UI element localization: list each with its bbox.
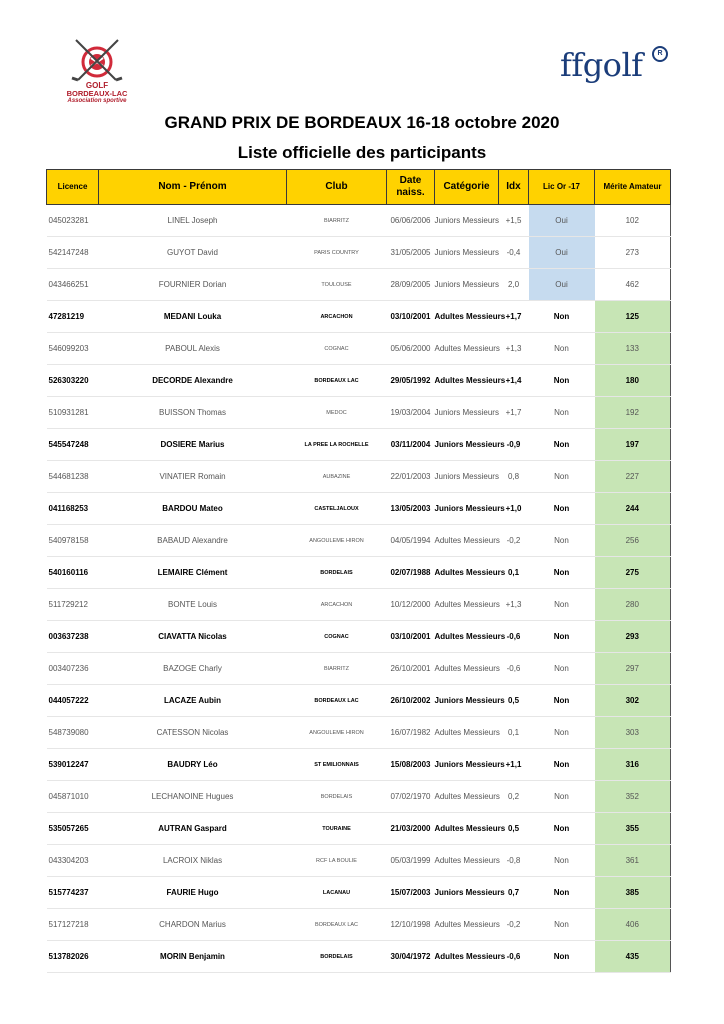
table-row: [47, 717, 671, 749]
cell-licor: Non: [529, 877, 595, 909]
page-title: GRAND PRIX DE BORDEAUX 16-18 octobre 2020: [164, 113, 560, 132]
cell-name: CHARDON Marius: [99, 909, 287, 941]
cell-licence: 513782026: [47, 941, 99, 973]
cell-licor: Non: [529, 685, 595, 717]
cell-merite: 361: [595, 845, 671, 877]
cell-merite: 133: [595, 333, 671, 365]
cell-date: 26/10/2001: [387, 653, 435, 685]
table-row: [47, 429, 671, 461]
cell-date: 05/03/1999: [387, 845, 435, 877]
cell-club: BIARRITZ: [287, 653, 387, 685]
cell-name: LACROIX Niklas: [99, 845, 287, 877]
cell-licor: Non: [529, 397, 595, 429]
cell-licence: 545547248: [47, 429, 99, 461]
table-row: [47, 333, 671, 365]
cell-name: MORIN Benjamin: [99, 941, 287, 973]
table-row: [47, 397, 671, 429]
cell-club: TOURAINE: [287, 813, 387, 845]
cell-club: COGNAC: [287, 333, 387, 365]
cell-merite: 192: [595, 397, 671, 429]
cell-date: 04/05/1994: [387, 525, 435, 557]
cell-name: BABAUD Alexandre: [99, 525, 287, 557]
ffgolf-wordmark: ffgolf: [560, 46, 643, 84]
logo-line-club: BORDEAUX-LAC: [66, 89, 128, 98]
cell-cat: Juniors Messieurs: [435, 461, 499, 493]
cell-licor: Oui: [529, 269, 595, 301]
cell-licor: Non: [529, 301, 595, 333]
cell-date: 19/03/2004: [387, 397, 435, 429]
cell-cat: Adultes Messieurs: [435, 557, 499, 589]
participants-table: [46, 169, 671, 973]
cell-club: TOULOUSE: [287, 269, 387, 301]
cell-idx: -0,6: [499, 653, 529, 685]
cell-licence: 544681238: [47, 461, 99, 493]
cell-licence: 041168253: [47, 493, 99, 525]
cell-merite: 385: [595, 877, 671, 909]
table-row: [47, 205, 671, 237]
cell-merite: 256: [595, 525, 671, 557]
cell-idx: +1,4: [499, 365, 529, 397]
cell-club: ARCACHON: [287, 301, 387, 333]
cell-merite: 273: [595, 237, 671, 269]
table-row: [47, 877, 671, 909]
cell-club: LACANAU: [287, 877, 387, 909]
page-subtitle: Liste officielle des participants: [237, 143, 487, 162]
cell-date: 28/09/2005: [387, 269, 435, 301]
column-header-merite: Mérite Amateur: [595, 170, 671, 205]
table-row: [47, 269, 671, 301]
cell-licence: 511729212: [47, 589, 99, 621]
cell-merite: 244: [595, 493, 671, 525]
cell-club: LA PREE LA ROCHELLE: [287, 429, 387, 461]
cell-idx: 0,1: [499, 557, 529, 589]
cell-licence: 003637238: [47, 621, 99, 653]
cell-club: ARCACHON: [287, 589, 387, 621]
table-header-row: [47, 170, 671, 205]
cell-licor: Non: [529, 717, 595, 749]
cell-name: PABOUL Alexis: [99, 333, 287, 365]
cell-licence: 540978158: [47, 525, 99, 557]
cell-name: FOURNIER Dorian: [99, 269, 287, 301]
table-row: [47, 653, 671, 685]
table-row: [47, 301, 671, 333]
cell-cat: Adultes Messieurs: [435, 653, 499, 685]
cell-merite: 297: [595, 653, 671, 685]
cell-date: 15/07/2003: [387, 877, 435, 909]
cell-merite: 275: [595, 557, 671, 589]
cell-licor: Non: [529, 557, 595, 589]
cell-date: 13/05/2003: [387, 493, 435, 525]
cell-idx: +1,0: [499, 493, 529, 525]
cell-club: MEDOC: [287, 397, 387, 429]
cell-date: 29/05/1992: [387, 365, 435, 397]
cell-name: LEMAIRE Clément: [99, 557, 287, 589]
cell-club: BORDEAUX LAC: [287, 909, 387, 941]
cell-date: 06/06/2006: [387, 205, 435, 237]
cell-date: 21/03/2000: [387, 813, 435, 845]
table-row: [47, 365, 671, 397]
table-row: [47, 493, 671, 525]
cell-idx: 0,8: [499, 461, 529, 493]
cell-name: DOSIERE Marius: [99, 429, 287, 461]
column-header-name: Nom - Prénom: [99, 170, 287, 205]
cell-licence: 043466251: [47, 269, 99, 301]
column-header-lic-or: Lic Or -17: [529, 170, 595, 205]
cell-cat: Adultes Messieurs: [435, 845, 499, 877]
cell-merite: 102: [595, 205, 671, 237]
cell-name: BONTE Louis: [99, 589, 287, 621]
cell-licor: Non: [529, 845, 595, 877]
cell-idx: +1,3: [499, 333, 529, 365]
cell-licence: 517127218: [47, 909, 99, 941]
cell-licor: Non: [529, 589, 595, 621]
logo-line-association: Association sportive: [67, 98, 127, 104]
cell-licor: Oui: [529, 205, 595, 237]
cell-licor: Non: [529, 813, 595, 845]
cell-licence: 045871010: [47, 781, 99, 813]
cell-cat: Adultes Messieurs: [435, 621, 499, 653]
table-row: [47, 813, 671, 845]
column-header-licence: Licence: [47, 170, 99, 205]
cell-name: GUYOT David: [99, 237, 287, 269]
cell-licor: Non: [529, 461, 595, 493]
cell-idx: 0,5: [499, 685, 529, 717]
cell-licor: Non: [529, 365, 595, 397]
cell-name: BAZOGE Charly: [99, 653, 287, 685]
cell-merite: 355: [595, 813, 671, 845]
cell-licence: 535057265: [47, 813, 99, 845]
cell-licor: Non: [529, 621, 595, 653]
cell-club: BORDELAIS: [287, 941, 387, 973]
cell-licence: 044057222: [47, 685, 99, 717]
cell-name: VINATIER Romain: [99, 461, 287, 493]
cell-licor: Non: [529, 941, 595, 973]
cell-licor: Non: [529, 525, 595, 557]
cell-merite: 406: [595, 909, 671, 941]
cell-licence: 542147248: [47, 237, 99, 269]
cell-idx: -0,4: [499, 237, 529, 269]
cell-idx: -0,6: [499, 941, 529, 973]
column-header-idx: Idx: [499, 170, 529, 205]
cell-club: BIARRITZ: [287, 205, 387, 237]
cell-licence: 546099203: [47, 333, 99, 365]
cell-name: LECHANOINE Hugues: [99, 781, 287, 813]
cell-idx: +1,7: [499, 397, 529, 429]
cell-licor: Non: [529, 749, 595, 781]
cell-idx: -0,8: [499, 845, 529, 877]
cell-cat: Adultes Messieurs: [435, 365, 499, 397]
cell-cat: Juniors Messieurs: [435, 205, 499, 237]
cell-date: 03/10/2001: [387, 621, 435, 653]
registered-mark-icon: R: [652, 46, 668, 62]
cell-idx: +1,3: [499, 589, 529, 621]
cell-cat: Juniors Messieurs: [435, 237, 499, 269]
cell-idx: 0,1: [499, 717, 529, 749]
cell-licence: 510931281: [47, 397, 99, 429]
cell-club: PARIS COUNTRY: [287, 237, 387, 269]
cell-merite: 293: [595, 621, 671, 653]
cell-merite: 125: [595, 301, 671, 333]
cell-club: ANGOULEME HIRON: [287, 717, 387, 749]
cell-licence: 045023281: [47, 205, 99, 237]
cell-club: ANGOULEME HIRON: [287, 525, 387, 557]
cell-name: CIAVATTA Nicolas: [99, 621, 287, 653]
cell-name: FAURIE Hugo: [99, 877, 287, 909]
cell-licor: Non: [529, 781, 595, 813]
cell-name: LACAZE Aubin: [99, 685, 287, 717]
cell-date: 02/07/1988: [387, 557, 435, 589]
cell-date: 03/10/2001: [387, 301, 435, 333]
table-row: [47, 941, 671, 973]
cell-merite: 303: [595, 717, 671, 749]
cell-licor: Non: [529, 493, 595, 525]
cell-cat: Adultes Messieurs: [435, 909, 499, 941]
cell-cat: Adultes Messieurs: [435, 589, 499, 621]
cell-cat: Adultes Messieurs: [435, 813, 499, 845]
cell-cat: Juniors Messieurs: [435, 685, 499, 717]
cell-licence: 47281219: [47, 301, 99, 333]
logo-line-golf: GOLF: [85, 81, 109, 90]
cell-club: CASTELJALOUX: [287, 493, 387, 525]
cell-club: RCF LA BOULIE: [287, 845, 387, 877]
cell-name: DECORDE Alexandre: [99, 365, 287, 397]
table-row: [47, 685, 671, 717]
cell-licor: Oui: [529, 237, 595, 269]
cell-name: MEDANI Louka: [99, 301, 287, 333]
cell-licence: 526303220: [47, 365, 99, 397]
cell-licence: 003407236: [47, 653, 99, 685]
table-row: [47, 621, 671, 653]
cell-merite: 302: [595, 685, 671, 717]
cell-idx: -0,2: [499, 909, 529, 941]
cell-name: BUISSON Thomas: [99, 397, 287, 429]
cell-cat: Adultes Messieurs: [435, 333, 499, 365]
cell-name: LINEL Joseph: [99, 205, 287, 237]
cell-idx: 0,5: [499, 813, 529, 845]
cell-licence: 548739080: [47, 717, 99, 749]
cell-merite: 227: [595, 461, 671, 493]
cell-licor: Non: [529, 909, 595, 941]
cell-merite: 280: [595, 589, 671, 621]
golf-bordeaux-lac-logo: [62, 36, 132, 112]
table-row: [47, 237, 671, 269]
cell-idx: +1,1: [499, 749, 529, 781]
cell-date: 31/05/2005: [387, 237, 435, 269]
cell-licence: 515774237: [47, 877, 99, 909]
cell-cat: Juniors Messieurs: [435, 397, 499, 429]
table-row: [47, 909, 671, 941]
cell-name: BAUDRY Léo: [99, 749, 287, 781]
cell-merite: 316: [595, 749, 671, 781]
table-row: [47, 461, 671, 493]
cell-licence: 539012247: [47, 749, 99, 781]
table-row: [47, 749, 671, 781]
cell-licor: Non: [529, 429, 595, 461]
cell-cat: Juniors Messieurs: [435, 429, 499, 461]
cell-merite: 352: [595, 781, 671, 813]
cell-date: 07/02/1970: [387, 781, 435, 813]
ffgolf-logo: [560, 46, 670, 90]
cell-merite: 462: [595, 269, 671, 301]
cell-date: 10/12/2000: [387, 589, 435, 621]
cell-idx: -0,6: [499, 621, 529, 653]
table-row: [47, 781, 671, 813]
cell-cat: Adultes Messieurs: [435, 781, 499, 813]
cell-idx: 2,0: [499, 269, 529, 301]
cell-cat: Adultes Messieurs: [435, 717, 499, 749]
cell-date: 16/07/1982: [387, 717, 435, 749]
cell-date: 30/04/1972: [387, 941, 435, 973]
cell-club: ST EMILIONNAIS: [287, 749, 387, 781]
cell-club: BORDEAUX LAC: [287, 685, 387, 717]
cell-licence: 043304203: [47, 845, 99, 877]
cell-cat: Juniors Messieurs: [435, 269, 499, 301]
table-row: [47, 845, 671, 877]
cell-club: COGNAC: [287, 621, 387, 653]
cell-name: CATESSON Nicolas: [99, 717, 287, 749]
cell-idx: +1,5: [499, 205, 529, 237]
cell-date: 26/10/2002: [387, 685, 435, 717]
cell-date: 15/08/2003: [387, 749, 435, 781]
cell-idx: 0,7: [499, 877, 529, 909]
cell-date: 22/01/2003: [387, 461, 435, 493]
cell-idx: -0,2: [499, 525, 529, 557]
cell-club: BORDEAUX LAC: [287, 365, 387, 397]
column-header-club: Club: [287, 170, 387, 205]
cell-merite: 197: [595, 429, 671, 461]
cell-cat: Juniors Messieurs: [435, 749, 499, 781]
cell-cat: Juniors Messieurs: [435, 877, 499, 909]
cell-date: 05/06/2000: [387, 333, 435, 365]
cell-licor: Non: [529, 653, 595, 685]
cell-club: BORDELAIS: [287, 557, 387, 589]
cell-merite: 435: [595, 941, 671, 973]
cell-cat: Juniors Messieurs: [435, 493, 499, 525]
cell-idx: -0,9: [499, 429, 529, 461]
golf-crossed-clubs-icon: [62, 36, 132, 82]
cell-cat: Adultes Messieurs: [435, 301, 499, 333]
cell-merite: 180: [595, 365, 671, 397]
cell-licence: 540160116: [47, 557, 99, 589]
cell-club: AUBAZINE: [287, 461, 387, 493]
table-row: [47, 589, 671, 621]
cell-licor: Non: [529, 333, 595, 365]
cell-cat: Adultes Messieurs: [435, 525, 499, 557]
column-header-date: Date naiss.: [387, 170, 435, 205]
cell-name: BARDOU Mateo: [99, 493, 287, 525]
cell-name: AUTRAN Gaspard: [99, 813, 287, 845]
cell-idx: 0,2: [499, 781, 529, 813]
column-header-category: Catégorie: [435, 170, 499, 205]
cell-idx: +1,7: [499, 301, 529, 333]
cell-cat: Adultes Messieurs: [435, 941, 499, 973]
table-row: [47, 525, 671, 557]
cell-date: 12/10/1998: [387, 909, 435, 941]
cell-date: 03/11/2004: [387, 429, 435, 461]
cell-club: BORDELAIS: [287, 781, 387, 813]
table-row: [47, 557, 671, 589]
